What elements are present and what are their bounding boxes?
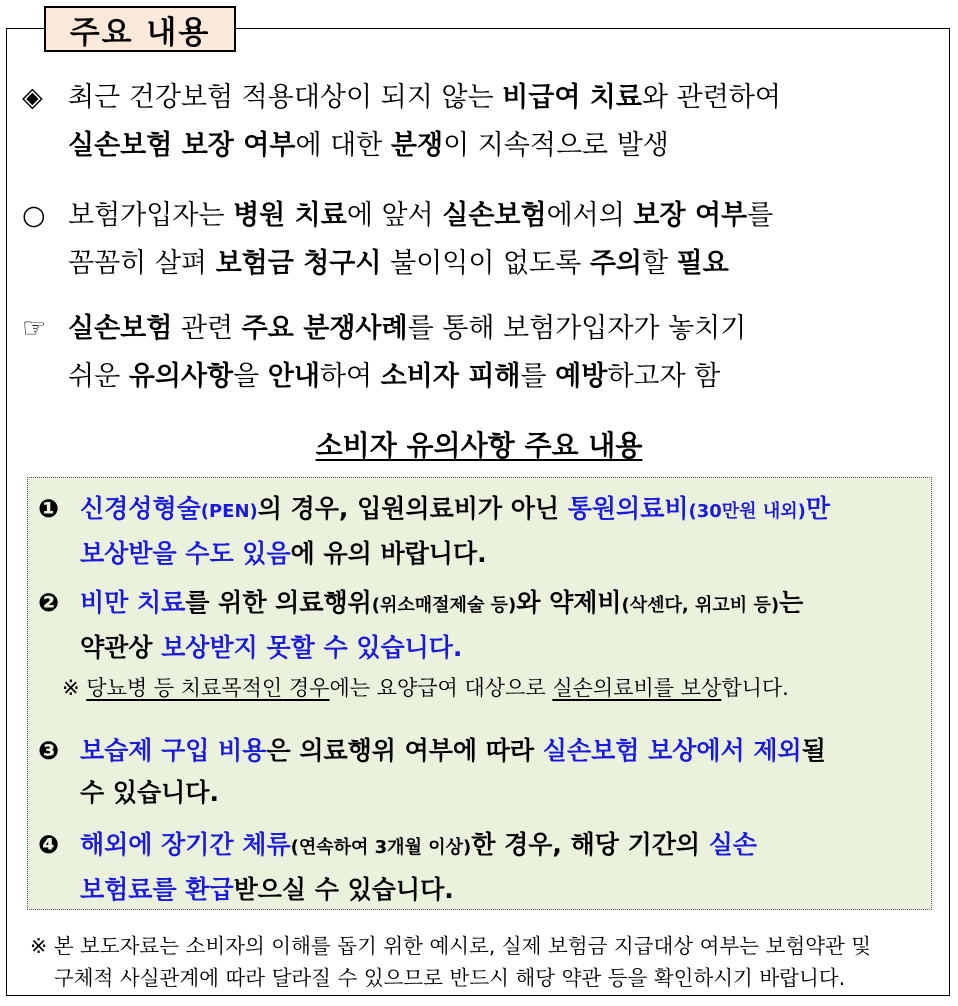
notice-item-1 (38, 488, 928, 575)
text-run: 실손보험 보상에서 제외 (542, 736, 802, 765)
text-run: 을 (233, 361, 268, 392)
text-run: 보험료를 환급 (80, 875, 234, 904)
text-run: 보상받지 못할 수 있습니다. (161, 633, 463, 662)
number-4-icon: ❹ (38, 830, 60, 859)
text-run: 를 (520, 361, 556, 392)
section-title-text: 소비자 유의사항 주요 내용 (315, 429, 643, 462)
text-run: 실손의료비를 보상 (552, 676, 722, 700)
text-run: (연속하여 3개월 이상) (290, 837, 472, 858)
text-run: 약관상 (80, 633, 162, 662)
text-run: 통원의료비 (567, 494, 689, 523)
text-run: 합니다. (721, 676, 789, 700)
text-run: 해외에 장기간 체류 (80, 830, 291, 859)
section-title (0, 424, 958, 464)
item-line (80, 736, 826, 765)
text-run: 의 경우, 입원의료비가 아닌 (257, 494, 568, 523)
text-run: 안내 (267, 361, 320, 392)
text-run: 실손보험 (68, 313, 173, 344)
text-run: 에 유의 바랍니다. (290, 539, 487, 568)
text-run: (30만원 내외) (688, 501, 806, 522)
text-run: 당뇨병 등 치료목적인 경우 (86, 676, 330, 700)
text-run: 주의 (589, 248, 642, 279)
text-run: 할 (641, 248, 677, 279)
footnote-line-1: ※ 본 보도자료는 소비자의 이해를 돕기 위한 예시로, 실제 보험금 지급대상 여부는 보험약관 및 (30, 934, 872, 958)
text-run: 를 위한 의료행위 (185, 588, 372, 617)
item-line (38, 627, 928, 669)
pointing-hand-icon: ☞ (22, 313, 47, 344)
text-run: 보험금 청구시 (215, 248, 382, 279)
text-run: ※ (62, 676, 87, 700)
diamond-bullet-icon: ◈ (22, 82, 43, 113)
intro-line (22, 353, 942, 401)
notice-item-3 (38, 730, 928, 814)
item-line (38, 869, 928, 911)
text-run: 보상받을 수도 있음 (80, 539, 291, 568)
text-run: 에 대한 (295, 130, 391, 161)
text-run: 유의사항 (128, 361, 234, 392)
text-run: 비만 치료 (80, 588, 186, 617)
text-run: 관련 (172, 313, 242, 344)
text-run: 만 (805, 494, 830, 523)
text-run: 하고자 함 (607, 361, 721, 392)
text-run: 와 약제비 (516, 588, 622, 617)
intro-paragraph-1 (22, 74, 942, 170)
text-run: 병원 치료 (233, 200, 347, 231)
text-run: 필요 (676, 248, 729, 279)
notice-item-2 (38, 582, 928, 669)
number-1-icon: ❶ (38, 494, 60, 523)
intro-line (68, 313, 746, 344)
text-run: 수 있습니다. (80, 778, 219, 807)
text-run: 실손보험 (442, 200, 547, 231)
text-run: 될 (801, 736, 826, 765)
item-line (80, 494, 830, 523)
item-line (80, 588, 803, 617)
intro-paragraph-2 (22, 192, 942, 288)
intro-line (22, 240, 942, 288)
text-run: (삭센다, 위고비 등) (621, 595, 780, 616)
text-run: 를 통해 보험가입자가 놓치기 (407, 313, 747, 344)
item-line (80, 830, 757, 859)
number-2-icon: ❷ (38, 588, 60, 617)
text-run: 분쟁 (390, 130, 444, 161)
text-run: 에는 요양급여 대상으로 (329, 676, 553, 700)
footnote-line-2: 구체적 사실관계에 따라 달라질 수 있으므로 반드시 해당 약관 등을 확인하시기 바랍니다. (54, 966, 846, 990)
text-run: 보험가입자는 (68, 200, 234, 231)
header-title: 주요 내용 (69, 14, 211, 51)
text-run: 에 앞서 (346, 200, 443, 231)
number-3-icon: ❸ (38, 736, 60, 765)
intro-line (22, 122, 942, 170)
item-line (38, 772, 928, 814)
circle-bullet-icon: ○ (22, 200, 46, 231)
text-run: 예방 (555, 361, 608, 392)
text-run: 실손보험 보장 여부 (68, 130, 296, 161)
text-run: 실손 (708, 830, 758, 859)
text-run: 소비자 피해 (380, 361, 521, 392)
footnote (30, 930, 945, 994)
text-run: 보습제 구입 비용 (80, 736, 267, 765)
text-run: 신경성형술 (80, 494, 201, 523)
text-run: (위소매절제술 등) (371, 595, 517, 616)
item-line (38, 533, 928, 575)
text-run: 이 지속적으로 발생 (443, 130, 669, 161)
item-2-note (62, 672, 789, 702)
text-run: 불이익이 없도록 (381, 248, 590, 279)
text-run: 한 경우, 해당 기간의 (471, 830, 709, 859)
text-run: 는 (779, 588, 804, 617)
intro-paragraph-3 (22, 305, 942, 401)
text-run: 최근 건강보험 적용대상이 되지 않는 (68, 82, 503, 113)
text-run: 를 (747, 200, 774, 231)
text-run: 은 의료행위 여부에 따라 (266, 736, 543, 765)
text-run: 비급여 치료 (502, 82, 642, 113)
intro-line (68, 200, 773, 231)
text-run: 하여 (319, 361, 381, 392)
text-run: 받으실 수 있습니다. (233, 875, 454, 904)
text-run: 보장 여부 (633, 200, 748, 231)
text-run: 와 관련하여 (641, 82, 781, 113)
notice-item-4 (38, 824, 928, 911)
intro-line (68, 82, 781, 113)
text-run: 꼼꼼히 살펴 (68, 248, 216, 279)
text-run: 주요 분쟁사례 (241, 313, 408, 344)
text-run: 에서의 (546, 200, 634, 231)
section-header-tab (44, 6, 236, 52)
text-run: 쉬운 (68, 361, 129, 392)
text-run: (PEN) (200, 501, 258, 522)
